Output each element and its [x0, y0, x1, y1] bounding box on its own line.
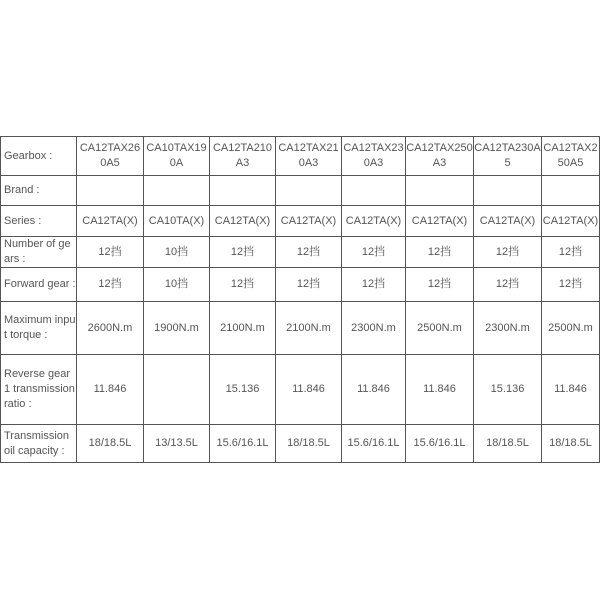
cell-forward-gear-model-8: 12挡: [542, 268, 600, 302]
cell-gearbox-model-1: CA12TAX260A5: [77, 137, 144, 176]
cell-number-of-gears-model-5: 12挡: [342, 237, 406, 268]
cell-oil-capacity-model-8: 18/18.5L: [542, 425, 600, 463]
cell-brand-model-1: [77, 176, 144, 206]
cell-series-model-5: CA12TA(X): [342, 206, 406, 237]
cell-max-torque-model-2: 1900N.m: [144, 302, 210, 355]
cell-forward-gear-model-1: 12挡: [77, 268, 144, 302]
cell-gearbox-model-6: CA12TAX250A3: [406, 137, 474, 176]
cell-series-model-3: CA12TA(X): [210, 206, 276, 237]
cell-number-of-gears-model-8: 12挡: [542, 237, 600, 268]
cell-forward-gear-model-5: 12挡: [342, 268, 406, 302]
row-label-brand: Brand :: [1, 176, 77, 206]
cell-number-of-gears-model-7: 12挡: [474, 237, 542, 268]
cell-reverse-ratio-model-3: 15.136: [210, 355, 276, 425]
row-label-reverse-ratio: Reverse gear 1 transmission ratio :: [1, 355, 77, 425]
cell-number-of-gears-model-3: 12挡: [210, 237, 276, 268]
cell-brand-model-5: [342, 176, 406, 206]
cell-series-model-8: CA12TA(X): [542, 206, 600, 237]
cell-series-model-7: CA12TA(X): [474, 206, 542, 237]
cell-max-torque-model-1: 2600N.m: [77, 302, 144, 355]
cell-oil-capacity-model-4: 18/18.5L: [276, 425, 342, 463]
cell-series-model-1: CA12TA(X): [77, 206, 144, 237]
table-row-gearbox: [1, 137, 600, 176]
table-row-max-torque: [1, 302, 600, 355]
cell-brand-model-7: [474, 176, 542, 206]
row-label-forward-gear: Forward gear :: [1, 268, 77, 302]
cell-gearbox-model-7: CA12TA230A5: [474, 137, 542, 176]
cell-series-model-2: CA10TA(X): [144, 206, 210, 237]
cell-max-torque-model-7: 2300N.m: [474, 302, 542, 355]
cell-forward-gear-model-7: 12挡: [474, 268, 542, 302]
cell-max-torque-model-5: 2300N.m: [342, 302, 406, 355]
table-row-brand: [1, 176, 600, 206]
row-label-gearbox: Gearbox :: [1, 137, 77, 176]
cell-oil-capacity-model-5: 15.6/16.1L: [342, 425, 406, 463]
cell-oil-capacity-model-6: 15.6/16.1L: [406, 425, 474, 463]
spec-table-container: [0, 136, 600, 463]
cell-forward-gear-model-4: 12挡: [276, 268, 342, 302]
row-label-series: Series :: [1, 206, 77, 237]
cell-gearbox-model-2: CA10TAX190A: [144, 137, 210, 176]
cell-reverse-ratio-model-2: [144, 355, 210, 425]
cell-gearbox-model-8: CA12TAX250A5: [542, 137, 600, 176]
cell-gearbox-model-4: CA12TAX210A3: [276, 137, 342, 176]
cell-max-torque-model-3: 2100N.m: [210, 302, 276, 355]
cell-oil-capacity-model-2: 13/13.5L: [144, 425, 210, 463]
cell-brand-model-8: [542, 176, 600, 206]
cell-reverse-ratio-model-1: 11.846: [77, 355, 144, 425]
cell-max-torque-model-8: 2500N.m: [542, 302, 600, 355]
table-row-forward-gear: [1, 268, 600, 302]
cell-gearbox-model-5: CA12TAX230A3: [342, 137, 406, 176]
cell-reverse-ratio-model-6: 11.846: [406, 355, 474, 425]
cell-forward-gear-model-3: 12挡: [210, 268, 276, 302]
cell-number-of-gears-model-4: 12挡: [276, 237, 342, 268]
cell-reverse-ratio-model-5: 11.846: [342, 355, 406, 425]
table-row-oil-capacity: [1, 425, 600, 463]
cell-oil-capacity-model-7: 18/18.5L: [474, 425, 542, 463]
cell-number-of-gears-model-6: 12挡: [406, 237, 474, 268]
cell-reverse-ratio-model-4: 11.846: [276, 355, 342, 425]
cell-number-of-gears-model-2: 10挡: [144, 237, 210, 268]
row-label-max-torque: Maximum input torque :: [1, 302, 77, 355]
cell-number-of-gears-model-1: 12挡: [77, 237, 144, 268]
cell-oil-capacity-model-3: 15.6/16.1L: [210, 425, 276, 463]
cell-oil-capacity-model-1: 18/18.5L: [77, 425, 144, 463]
cell-reverse-ratio-model-7: 15.136: [474, 355, 542, 425]
cell-forward-gear-model-2: 10挡: [144, 268, 210, 302]
table-row-series: [1, 206, 600, 237]
gearbox-spec-table: [0, 136, 600, 463]
cell-brand-model-6: [406, 176, 474, 206]
table-row-number-of-gears: [1, 237, 600, 268]
table-row-reverse-ratio: [1, 355, 600, 425]
cell-brand-model-3: [210, 176, 276, 206]
cell-max-torque-model-6: 2500N.m: [406, 302, 474, 355]
row-label-oil-capacity: Transmission oil capacity :: [1, 425, 77, 463]
cell-reverse-ratio-model-8: 11.846: [542, 355, 600, 425]
cell-max-torque-model-4: 2100N.m: [276, 302, 342, 355]
cell-gearbox-model-3: CA12TA210A3: [210, 137, 276, 176]
cell-brand-model-4: [276, 176, 342, 206]
cell-series-model-4: CA12TA(X): [276, 206, 342, 237]
cell-forward-gear-model-6: 12挡: [406, 268, 474, 302]
row-label-number-of-gears: Number of gears :: [1, 237, 77, 268]
cell-brand-model-2: [144, 176, 210, 206]
cell-series-model-6: CA12TA(X): [406, 206, 474, 237]
